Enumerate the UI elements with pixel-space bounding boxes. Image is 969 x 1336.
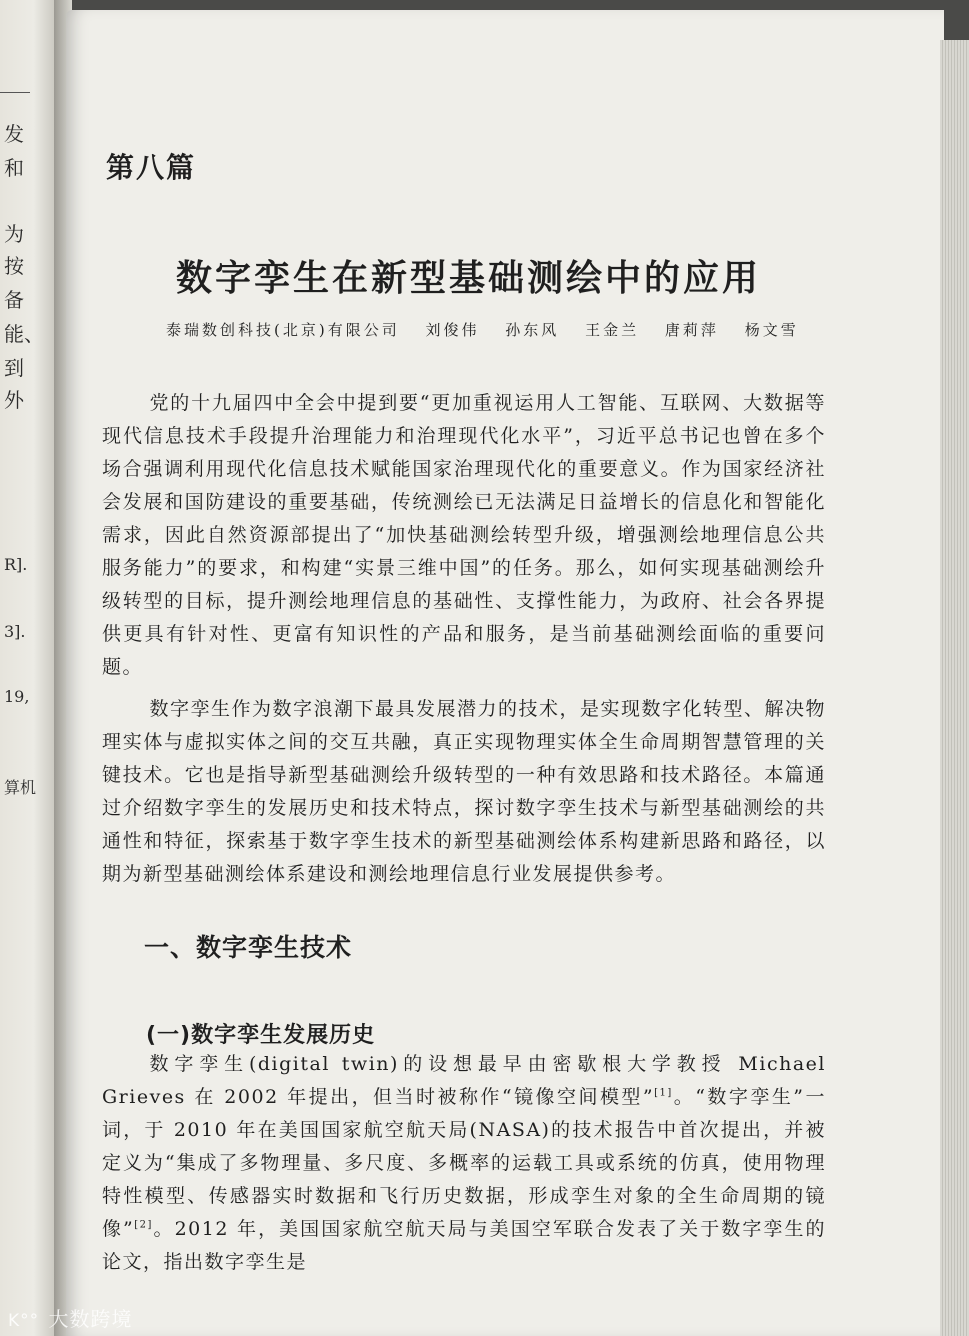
left-page-fragment: 备 (4, 288, 24, 312)
section-heading: 一、数字孪生技术 (144, 933, 353, 962)
left-page-fragment: 外 (4, 388, 24, 412)
left-page-fragment: 到 (4, 356, 24, 380)
author-name: 刘俊伟 (425, 321, 480, 339)
citation-ref: [1] (654, 1087, 673, 1099)
left-page-fragment: 发 (4, 122, 24, 146)
paragraph-part: 数字孪生(digital twin)的设想最早由密歇根大学教授 Michael Grieves 在 2002 年提出，但当时被称作“镜像空间模型” (102, 1053, 826, 1108)
intro-paragraph-1 (102, 387, 826, 684)
subsection-heading: (一)数字孪生发展历史 (146, 1023, 376, 1048)
left-page-fragment: 算机 (4, 778, 37, 797)
left-page-fragment: 3]. (4, 622, 26, 641)
paragraph-text (102, 1048, 826, 1279)
paragraph-part: 。“数字孪生”一词，于 2010 年在美国国家航空航天局(NASA)的技术报告中首次提出，并被定义为“集成了多物理量、多尺度、多概率的运载工具或系统的仿真，使用物理特性模型、传感器实时数据和飞行历史数据，形成孪生对象的全生命周期的镜像” (102, 1086, 826, 1240)
left-page-fragment: 为 (4, 222, 24, 246)
page-title: 数字孪生在新型基础测绘中的应用 (176, 258, 762, 299)
citation-ref: [2] (134, 1219, 153, 1231)
page-stack-edge (940, 40, 969, 1336)
paragraph-text: 党的十九届四中全会中提到要“更加重视运用人工智能、互联网、大数据等现代信息技术手段提升治理能力和治理现代化水平”，习近平总书记也曾在多个场合强调利用现代化信息技术赋能国家治理现代化的重要意义。作为国家经济社会发展和国防建设的重要基础，传统测绘已无法满足日益增长的信息化和智能化需求，因此自然资源部提出了“加快基础测绘转型升级，增强测绘地理信息公共服务能力”的要求，和构建“实景三维中国”的任务。那么，如何实现基础测绘升级转型的目标，提升测绘地理信息的基础性、支撑性能力，为政府、社会各界提供更具有针对性、更富有知识性的产品和服务，是当前基础测绘面临的重要问题。 (102, 392, 826, 678)
author-name: 唐莉萍 (664, 321, 719, 339)
book-page (66, 10, 944, 1336)
intro-paragraph-2 (102, 693, 826, 891)
watermark (8, 1303, 133, 1332)
author-line (166, 319, 817, 340)
author-name: 孙东风 (505, 321, 560, 339)
history-paragraph (102, 1048, 826, 1279)
left-page-rule (0, 92, 30, 93)
left-page-fragment: 按 (4, 254, 24, 278)
left-page-fragment: 19, (4, 687, 30, 706)
left-page-fragment: R]. (4, 555, 28, 574)
author-name: 王金兰 (585, 321, 640, 339)
paragraph-part: 。2012 年，美国国家航空航天局与美国空军联合发表了关于数字孪生的论文，指出数字孪生是 (102, 1218, 826, 1273)
watermark-text: 大数跨境 (48, 1307, 133, 1331)
left-page (0, 0, 56, 1336)
left-page-fragment: 和 (4, 156, 24, 180)
part-label: 第八篇 (106, 151, 197, 184)
author-organization: 泰瑞数创科技(北京)有限公司 (166, 321, 400, 339)
watermark-logo-icon: K°° (8, 1311, 40, 1331)
author-name: 杨文雪 (744, 321, 799, 339)
paragraph-text: 数字孪生作为数字浪潮下最具发展潜力的技术，是实现数字化转型、解决物理实体与虚拟实体之间的交互共融，真正实现物理实体全生命周期智慧管理的关键技术。它也是指导新型基础测绘升级转型的一种有效思路和技术路径。本篇通过介绍数字孪生的发展历史和技术特点，探讨数字孪生技术与新型基础测绘的共通性和特征，探索基于数字孪生技术的新型基础测绘体系构建新思路和路径，以期为新型基础测绘体系建设和测绘地理信息行业发展提供参考。 (102, 698, 827, 885)
left-page-fragment: 能、 (4, 322, 44, 346)
